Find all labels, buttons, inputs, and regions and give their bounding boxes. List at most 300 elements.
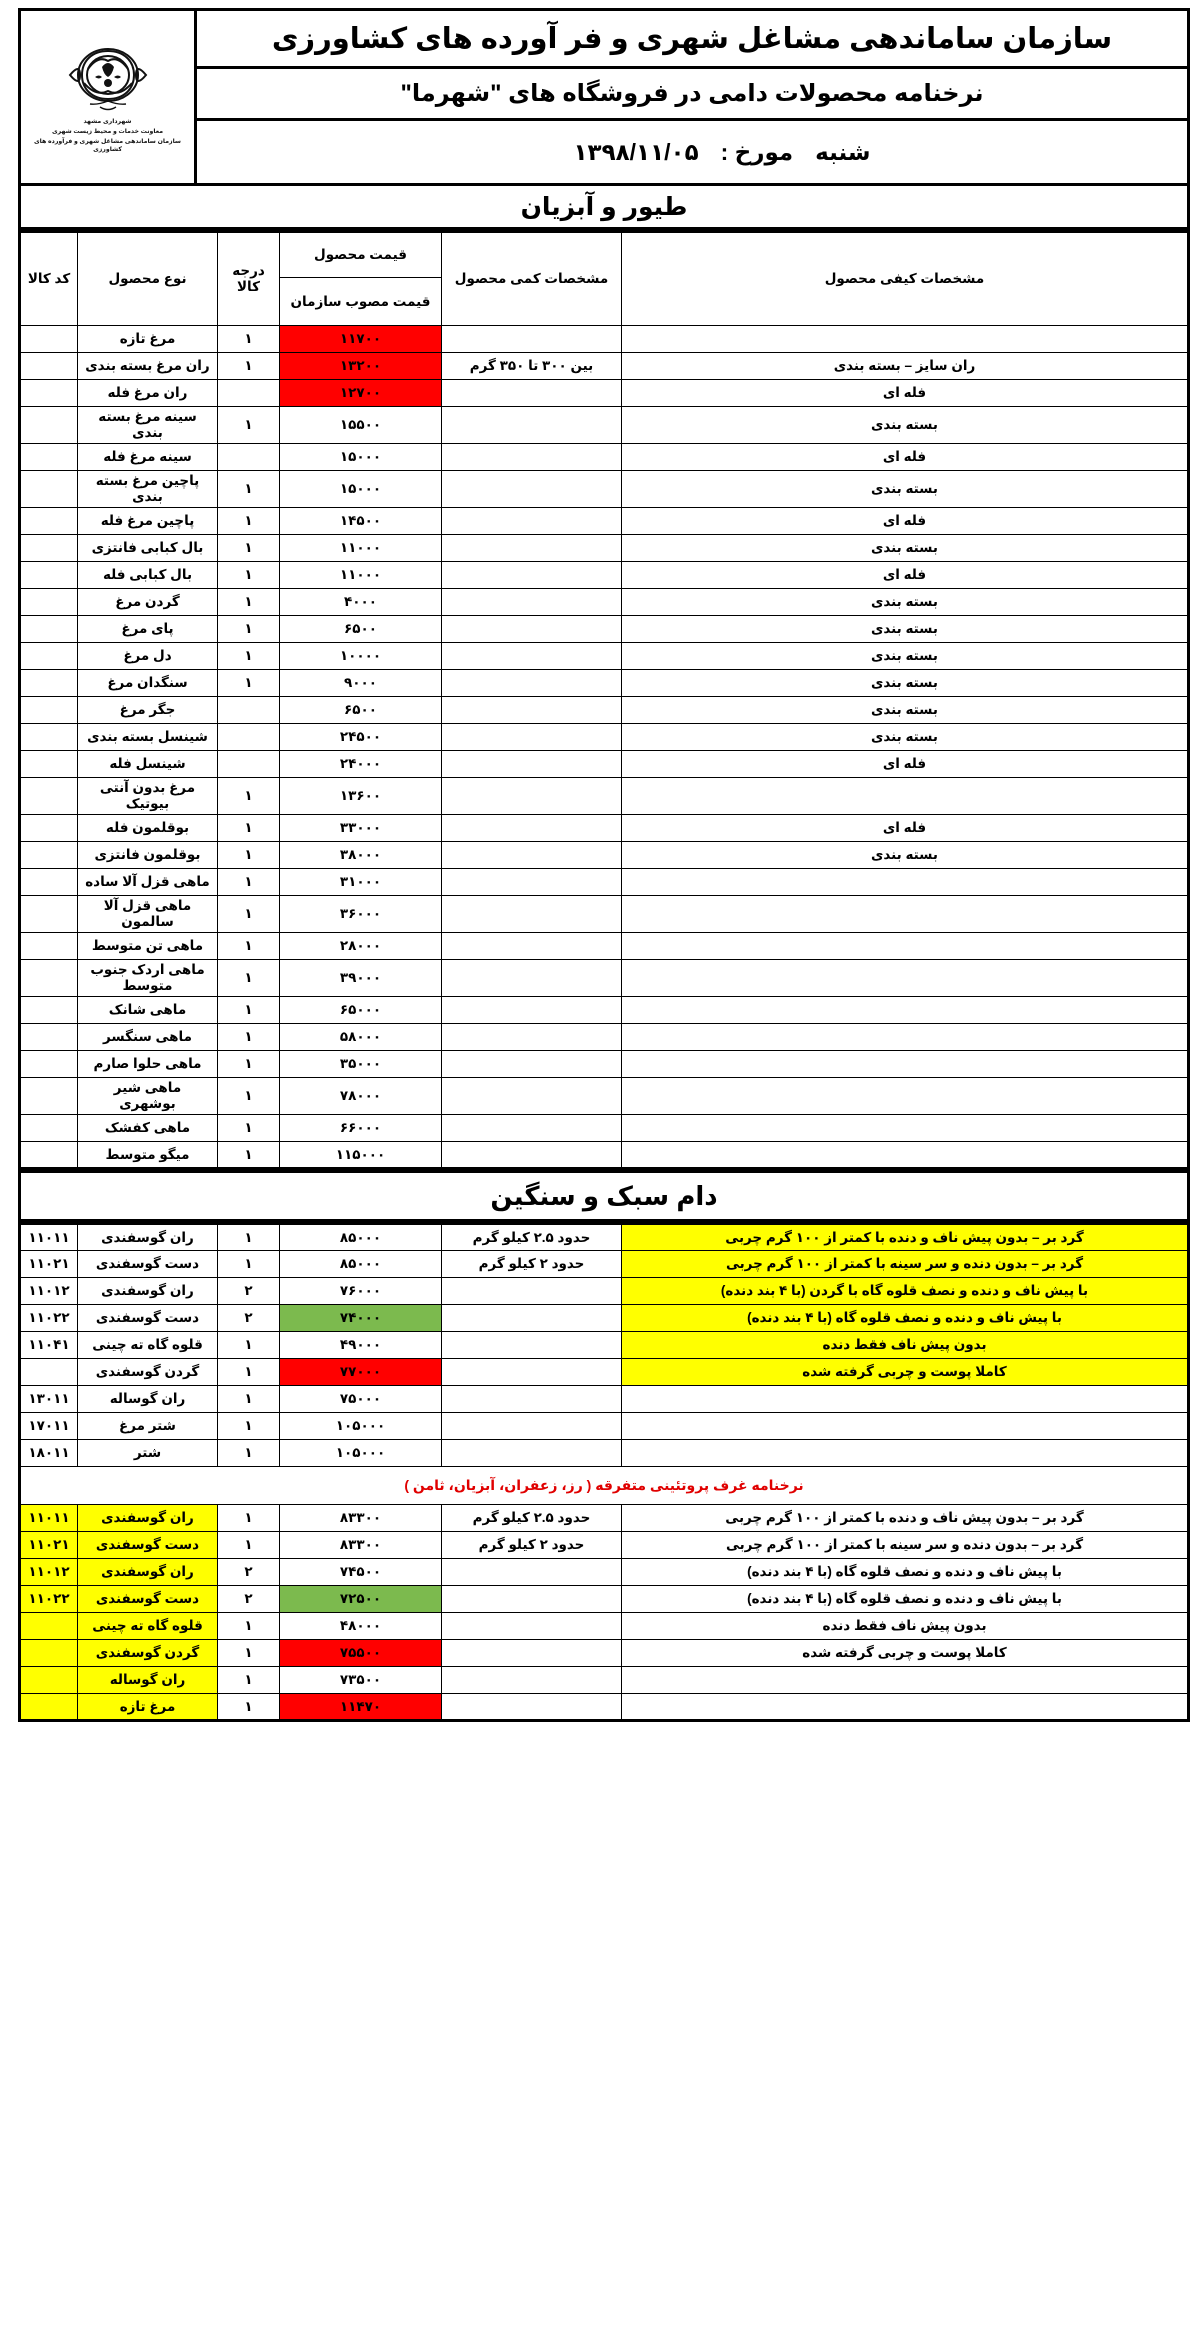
cell-quantity: بین ۳۰۰ تا ۳۵۰ گرم [442, 353, 622, 380]
cell-grade: ۱ [218, 1115, 280, 1142]
table-row [20, 1532, 1189, 1559]
cell-type: ران گوسفندی [78, 1505, 218, 1532]
header-grade: درجه کالا [218, 232, 280, 326]
cell-quantity [442, 1305, 622, 1332]
header-price: قیمت محصول [280, 232, 442, 278]
cell-type: ماهی سنگسر [78, 1024, 218, 1051]
cell-quality [622, 778, 1189, 815]
cell-code: ۱۸۰۱۱ [20, 1440, 78, 1467]
cell-price: ۱۱۰۰۰ [280, 562, 442, 589]
cell-quantity [442, 1667, 622, 1694]
table-row [20, 508, 1189, 535]
cell-type: ماهی قزل آلا ساده [78, 869, 218, 896]
cell-quantity [442, 1142, 622, 1169]
cell-code: ۱۳۰۱۱ [20, 1386, 78, 1413]
date-label: مورخ : [720, 138, 794, 165]
cell-code [20, 353, 78, 380]
cell-type: بال کبابی فانتزی [78, 535, 218, 562]
table-row [20, 589, 1189, 616]
cell-grade: ۱ [218, 1332, 280, 1359]
table-row [20, 353, 1189, 380]
table-row [20, 326, 1189, 353]
table-row [20, 960, 1189, 997]
cell-price: ۷۵۵۰۰ [280, 1640, 442, 1667]
cell-price: ۲۴۵۰۰ [280, 724, 442, 751]
cell-type: ماهی شیر بوشهری [78, 1078, 218, 1115]
cell-grade: ۱ [218, 1613, 280, 1640]
cell-quality: بسته بندی [622, 407, 1189, 444]
table-row [20, 1586, 1189, 1613]
cell-price: ۸۳۳۰۰ [280, 1505, 442, 1532]
cell-price: ۷۴۰۰۰ [280, 1305, 442, 1332]
cell-quantity [442, 896, 622, 933]
cell-price: ۱۳۲۰۰ [280, 353, 442, 380]
table-row [20, 1505, 1189, 1532]
cell-price: ۳۶۰۰۰ [280, 896, 442, 933]
cell-price: ۷۲۵۰۰ [280, 1586, 442, 1613]
table-row [20, 1251, 1189, 1278]
cell-quality [622, 896, 1189, 933]
table-row [20, 751, 1189, 778]
cell-quality: با پیش ناف و دنده و نصف قلوه گاه (با ۴ بند دنده) [622, 1586, 1189, 1613]
cell-grade [218, 380, 280, 407]
cell-type: ران مرغ فله [78, 380, 218, 407]
section-title-livestock: دام سبک و سنگین [18, 1170, 1190, 1222]
cell-price: ۳۵۰۰۰ [280, 1051, 442, 1078]
cell-code [20, 960, 78, 997]
cell-type: ران گوسفندی [78, 1278, 218, 1305]
cell-quality: فله ای [622, 380, 1189, 407]
cell-grade: ۱ [218, 1359, 280, 1386]
cell-code [20, 1024, 78, 1051]
cell-quantity [442, 697, 622, 724]
cell-type: دل مرغ [78, 643, 218, 670]
cell-quality: بسته بندی [622, 842, 1189, 869]
cell-type: دست گوسفندی [78, 1251, 218, 1278]
cell-type: سنگدان مرغ [78, 670, 218, 697]
cell-quantity [442, 842, 622, 869]
cell-type: دست گوسفندی [78, 1305, 218, 1332]
masthead-text-block [197, 11, 1187, 183]
table-row [20, 815, 1189, 842]
cell-price: ۷۴۵۰۰ [280, 1559, 442, 1586]
livestock-table [18, 1222, 1190, 1722]
table-row [20, 724, 1189, 751]
cell-code [20, 616, 78, 643]
cell-code [20, 508, 78, 535]
table-row [20, 842, 1189, 869]
cell-price: ۳۱۰۰۰ [280, 869, 442, 896]
misc-rows [20, 1505, 1189, 1721]
cell-quality [622, 960, 1189, 997]
cell-price: ۱۵۰۰۰ [280, 471, 442, 508]
cell-grade: ۲ [218, 1305, 280, 1332]
cell-grade: ۱ [218, 643, 280, 670]
cell-code [20, 778, 78, 815]
cell-price: ۸۵۰۰۰ [280, 1224, 442, 1251]
cell-quantity [442, 1115, 622, 1142]
cell-type: ماهی کفشک [78, 1115, 218, 1142]
cell-code [20, 842, 78, 869]
table-row [20, 1440, 1189, 1467]
table-row [20, 869, 1189, 896]
cell-quality [622, 1667, 1189, 1694]
cell-code: ۱۱۰۲۲ [20, 1586, 78, 1613]
cell-price: ۱۱۵۰۰۰ [280, 1142, 442, 1169]
cell-quantity: حدود ۲ کیلو گرم [442, 1532, 622, 1559]
cell-type: ران گوساله [78, 1667, 218, 1694]
cell-quality [622, 1142, 1189, 1169]
cell-grade: ۱ [218, 869, 280, 896]
section-title-misc: نرخنامه غرف پروتئینی متفرقه ( رز، زعفران، آبزیان، ثامن ) [20, 1467, 1189, 1505]
cell-code: ۱۷۰۱۱ [20, 1413, 78, 1440]
table-row [20, 1694, 1189, 1721]
cell-quality: بسته بندی [622, 535, 1189, 562]
cell-quality: با پیش ناف و دنده و نصف قلوه گاه با گردن (با ۴ بند دنده) [622, 1278, 1189, 1305]
cell-price: ۶۵۰۰ [280, 616, 442, 643]
cell-quantity [442, 1278, 622, 1305]
cell-quantity [442, 1413, 622, 1440]
cell-price: ۳۳۰۰۰ [280, 815, 442, 842]
logo-line-1: شهرداری مشهد [83, 117, 132, 125]
cell-type: ماهی شانک [78, 997, 218, 1024]
cell-grade: ۱ [218, 1413, 280, 1440]
cell-quantity [442, 815, 622, 842]
cell-code [20, 751, 78, 778]
cell-quantity [442, 1586, 622, 1613]
cell-quality [622, 869, 1189, 896]
cell-code: ۱۱۰۱۲ [20, 1278, 78, 1305]
cell-grade: ۱ [218, 616, 280, 643]
cell-code [20, 1640, 78, 1667]
cell-code [20, 562, 78, 589]
cell-type: ماهی قزل آلا سالمون [78, 896, 218, 933]
cell-quality: بسته بندی [622, 724, 1189, 751]
cell-code: ۱۱۰۱۲ [20, 1559, 78, 1586]
cell-code: ۱۱۰۲۱ [20, 1251, 78, 1278]
table-row [20, 1640, 1189, 1667]
cell-code [20, 1078, 78, 1115]
table-row [20, 471, 1189, 508]
cell-grade: ۱ [218, 353, 280, 380]
cell-code [20, 643, 78, 670]
cell-type: شتر مرغ [78, 1413, 218, 1440]
cell-code: ۱۱۰۲۲ [20, 1305, 78, 1332]
table-row [20, 1278, 1189, 1305]
cell-grade: ۱ [218, 589, 280, 616]
logo-line-3: سازمان ساماندهی مشاغل شهری و فرآورده های کشاورزی [33, 137, 181, 154]
organization-logo [21, 11, 197, 183]
table-row [20, 643, 1189, 670]
cell-grade: ۱ [218, 1505, 280, 1532]
cell-price: ۶۶۰۰۰ [280, 1115, 442, 1142]
table-row [20, 1613, 1189, 1640]
cell-grade [218, 697, 280, 724]
cell-type: شینسل بسته بندی [78, 724, 218, 751]
cell-grade: ۱ [218, 815, 280, 842]
cell-quality: فله ای [622, 815, 1189, 842]
price-table [18, 230, 1190, 1170]
cell-quantity [442, 1051, 622, 1078]
cell-quantity [442, 933, 622, 960]
table-row [20, 407, 1189, 444]
cell-type: پاچین مرغ بسته بندی [78, 471, 218, 508]
cell-code [20, 1694, 78, 1721]
cell-quality: فله ای [622, 508, 1189, 535]
table-row [20, 1078, 1189, 1115]
table-row [20, 380, 1189, 407]
cell-quantity: حدود ۲.۵ کیلو گرم [442, 1224, 622, 1251]
cell-price: ۷۷۰۰۰ [280, 1359, 442, 1386]
table-row [20, 997, 1189, 1024]
weekday-label: شنبه [815, 138, 871, 165]
cell-price: ۱۰۰۰۰ [280, 643, 442, 670]
cell-code [20, 1142, 78, 1169]
cell-grade: ۱ [218, 326, 280, 353]
cell-type: پاچین مرغ فله [78, 508, 218, 535]
cell-quality [622, 1078, 1189, 1115]
cell-price: ۲۸۰۰۰ [280, 933, 442, 960]
cell-grade: ۱ [218, 1694, 280, 1721]
cell-quantity [442, 562, 622, 589]
section-title-poultry: طیور و آبزیان [18, 186, 1190, 230]
cell-quality: بدون پیش ناف فقط دنده [622, 1332, 1189, 1359]
cell-quality: کاملا پوست و چربی گرفته شده [622, 1359, 1189, 1386]
cell-grade: ۱ [218, 1051, 280, 1078]
table-row [20, 933, 1189, 960]
table-row [20, 1051, 1189, 1078]
cell-code [20, 444, 78, 471]
cell-quality: گرد بر – بدون پیش ناف و دنده با کمتر از ۱۰۰ گرم چربی [622, 1505, 1189, 1532]
cell-type: بال کبابی فله [78, 562, 218, 589]
cell-price: ۴۰۰۰ [280, 589, 442, 616]
cell-grade: ۲ [218, 1278, 280, 1305]
livestock-rows [20, 1224, 1189, 1467]
cell-quantity [442, 471, 622, 508]
shahrdari-mashhad-emblem-icon [62, 39, 154, 117]
cell-grade: ۱ [218, 1640, 280, 1667]
table-row [20, 1224, 1189, 1251]
cell-code [20, 535, 78, 562]
cell-grade: ۱ [218, 896, 280, 933]
cell-quality [622, 1694, 1189, 1721]
cell-type: ران مرغ بسته بندی [78, 353, 218, 380]
cell-type: دست گوسفندی [78, 1532, 218, 1559]
cell-code: ۱۱۰۱۱ [20, 1505, 78, 1532]
cell-quality: کاملا پوست و چربی گرفته شده [622, 1640, 1189, 1667]
poultry-rows [20, 326, 1189, 1169]
cell-code [20, 724, 78, 751]
table-row [20, 1024, 1189, 1051]
cell-price: ۷۶۰۰۰ [280, 1278, 442, 1305]
cell-type: پای مرغ [78, 616, 218, 643]
date-row [197, 121, 1187, 183]
cell-quality: بسته بندی [622, 616, 1189, 643]
cell-quality [622, 1440, 1189, 1467]
cell-grade [218, 724, 280, 751]
cell-type: دست گوسفندی [78, 1586, 218, 1613]
cell-price: ۱۳۶۰۰ [280, 778, 442, 815]
cell-quality [622, 933, 1189, 960]
cell-code [20, 997, 78, 1024]
cell-price: ۱۵۵۰۰ [280, 407, 442, 444]
header-quantity: مشخصات کمی محصول [442, 232, 622, 326]
cell-quantity [442, 1694, 622, 1721]
cell-type: مرغ تازه [78, 1694, 218, 1721]
cell-grade: ۱ [218, 562, 280, 589]
cell-code [20, 1613, 78, 1640]
section-title-misc-row [20, 1467, 1189, 1505]
cell-quantity [442, 643, 622, 670]
cell-quantity [442, 508, 622, 535]
cell-type: ماهی تن متوسط [78, 933, 218, 960]
cell-type: مرغ بدون آنتی بیوتیک [78, 778, 218, 815]
cell-type: سینه مرغ بسته بندی [78, 407, 218, 444]
cell-type: ران گوسفندی [78, 1559, 218, 1586]
cell-price: ۱۱۰۰۰ [280, 535, 442, 562]
cell-quality: بسته بندی [622, 670, 1189, 697]
table-row [20, 778, 1189, 815]
cell-grade: ۱ [218, 1251, 280, 1278]
cell-code [20, 589, 78, 616]
cell-quality [622, 326, 1189, 353]
cell-grade: ۱ [218, 960, 280, 997]
cell-code [20, 670, 78, 697]
misc-section-band-body [20, 1467, 1189, 1505]
cell-quantity: حدود ۲.۵ کیلو گرم [442, 1505, 622, 1532]
cell-code [20, 869, 78, 896]
cell-price: ۱۲۷۰۰ [280, 380, 442, 407]
cell-code [20, 815, 78, 842]
cell-grade: ۱ [218, 842, 280, 869]
cell-grade: ۱ [218, 508, 280, 535]
cell-type: ران گوسفندی [78, 1224, 218, 1251]
table-row [20, 1332, 1189, 1359]
cell-price: ۷۵۰۰۰ [280, 1386, 442, 1413]
cell-quantity [442, 1024, 622, 1051]
cell-quantity [442, 380, 622, 407]
cell-grade: ۱ [218, 1224, 280, 1251]
cell-price: ۱۰۵۰۰۰ [280, 1440, 442, 1467]
cell-price: ۶۵۰۰ [280, 697, 442, 724]
cell-type: ماهی حلوا صارم [78, 1051, 218, 1078]
cell-price: ۱۱۷۰۰ [280, 326, 442, 353]
cell-type: قلوه گاه ته چینی [78, 1332, 218, 1359]
cell-grade: ۱ [218, 471, 280, 508]
cell-code [20, 471, 78, 508]
cell-quality: ران سایز – بسته بندی [622, 353, 1189, 380]
cell-type: گردن مرغ [78, 589, 218, 616]
cell-quality [622, 997, 1189, 1024]
cell-quantity [442, 997, 622, 1024]
cell-code [20, 326, 78, 353]
cell-type: سینه مرغ فله [78, 444, 218, 471]
cell-type: ران گوساله [78, 1386, 218, 1413]
header-code: کد کالا [20, 232, 78, 326]
table-row [20, 535, 1189, 562]
cell-grade: ۱ [218, 933, 280, 960]
cell-price: ۱۱۴۷۰ [280, 1694, 442, 1721]
cell-grade: ۱ [218, 407, 280, 444]
table-row [20, 896, 1189, 933]
table-row [20, 562, 1189, 589]
cell-quantity [442, 670, 622, 697]
cell-price: ۷۸۰۰۰ [280, 1078, 442, 1115]
table-row [20, 1142, 1189, 1169]
cell-quantity [442, 869, 622, 896]
cell-type: شینسل فله [78, 751, 218, 778]
document-title: نرخنامه محصولات دامی در فروشگاه های "شهرما" [197, 69, 1187, 121]
cell-grade [218, 444, 280, 471]
cell-price: ۷۳۵۰۰ [280, 1667, 442, 1694]
cell-quantity [442, 589, 622, 616]
cell-type: بوقلمون فانتزی [78, 842, 218, 869]
cell-quantity [442, 960, 622, 997]
cell-quality: فله ای [622, 751, 1189, 778]
cell-quantity [442, 778, 622, 815]
table-row [20, 444, 1189, 471]
cell-grade: ۱ [218, 1532, 280, 1559]
masthead [18, 8, 1190, 186]
table-row [20, 1115, 1189, 1142]
cell-quantity [442, 1332, 622, 1359]
cell-quantity [442, 1386, 622, 1413]
cell-type: شتر [78, 1440, 218, 1467]
cell-grade: ۱ [218, 1386, 280, 1413]
cell-type: مرغ تازه [78, 326, 218, 353]
cell-quantity [442, 751, 622, 778]
cell-code [20, 1359, 78, 1386]
table-row [20, 670, 1189, 697]
cell-grade: ۱ [218, 1440, 280, 1467]
table-row [20, 1359, 1189, 1386]
cell-quality: فله ای [622, 562, 1189, 589]
cell-quantity: حدود ۲ کیلو گرم [442, 1251, 622, 1278]
cell-quantity [442, 444, 622, 471]
cell-grade: ۱ [218, 1667, 280, 1694]
cell-code [20, 407, 78, 444]
header-type: نوع محصول [78, 232, 218, 326]
cell-type: جگر مرغ [78, 697, 218, 724]
organization-title: سازمان ساماندهی مشاغل شهری و فر آورده های کشاورزی [197, 11, 1187, 69]
cell-type: قلوه گاه ته چینی [78, 1613, 218, 1640]
table-row [20, 1559, 1189, 1586]
cell-code: ۱۱۰۴۱ [20, 1332, 78, 1359]
cell-quantity [442, 1613, 622, 1640]
cell-code [20, 697, 78, 724]
cell-quantity [442, 1559, 622, 1586]
cell-grade [218, 751, 280, 778]
header-price-approved: قیمت مصوب سازمان [280, 278, 442, 326]
cell-price: ۳۹۰۰۰ [280, 960, 442, 997]
cell-quality: بدون پیش ناف فقط دنده [622, 1613, 1189, 1640]
cell-quantity [442, 1440, 622, 1467]
cell-code [20, 1115, 78, 1142]
cell-grade: ۱ [218, 997, 280, 1024]
cell-grade: ۱ [218, 535, 280, 562]
cell-quantity [442, 1359, 622, 1386]
cell-quantity [442, 535, 622, 562]
cell-price: ۹۰۰۰ [280, 670, 442, 697]
cell-type: گردن گوسفندی [78, 1359, 218, 1386]
cell-code: ۱۱۰۱۱ [20, 1224, 78, 1251]
cell-code [20, 380, 78, 407]
logo-line-2: معاونت خدمات و محیط زیست شهری [51, 127, 164, 135]
cell-price: ۲۴۰۰۰ [280, 751, 442, 778]
cell-quality: بسته بندی [622, 589, 1189, 616]
cell-type: گردن گوسفندی [78, 1640, 218, 1667]
cell-type: میگو متوسط [78, 1142, 218, 1169]
